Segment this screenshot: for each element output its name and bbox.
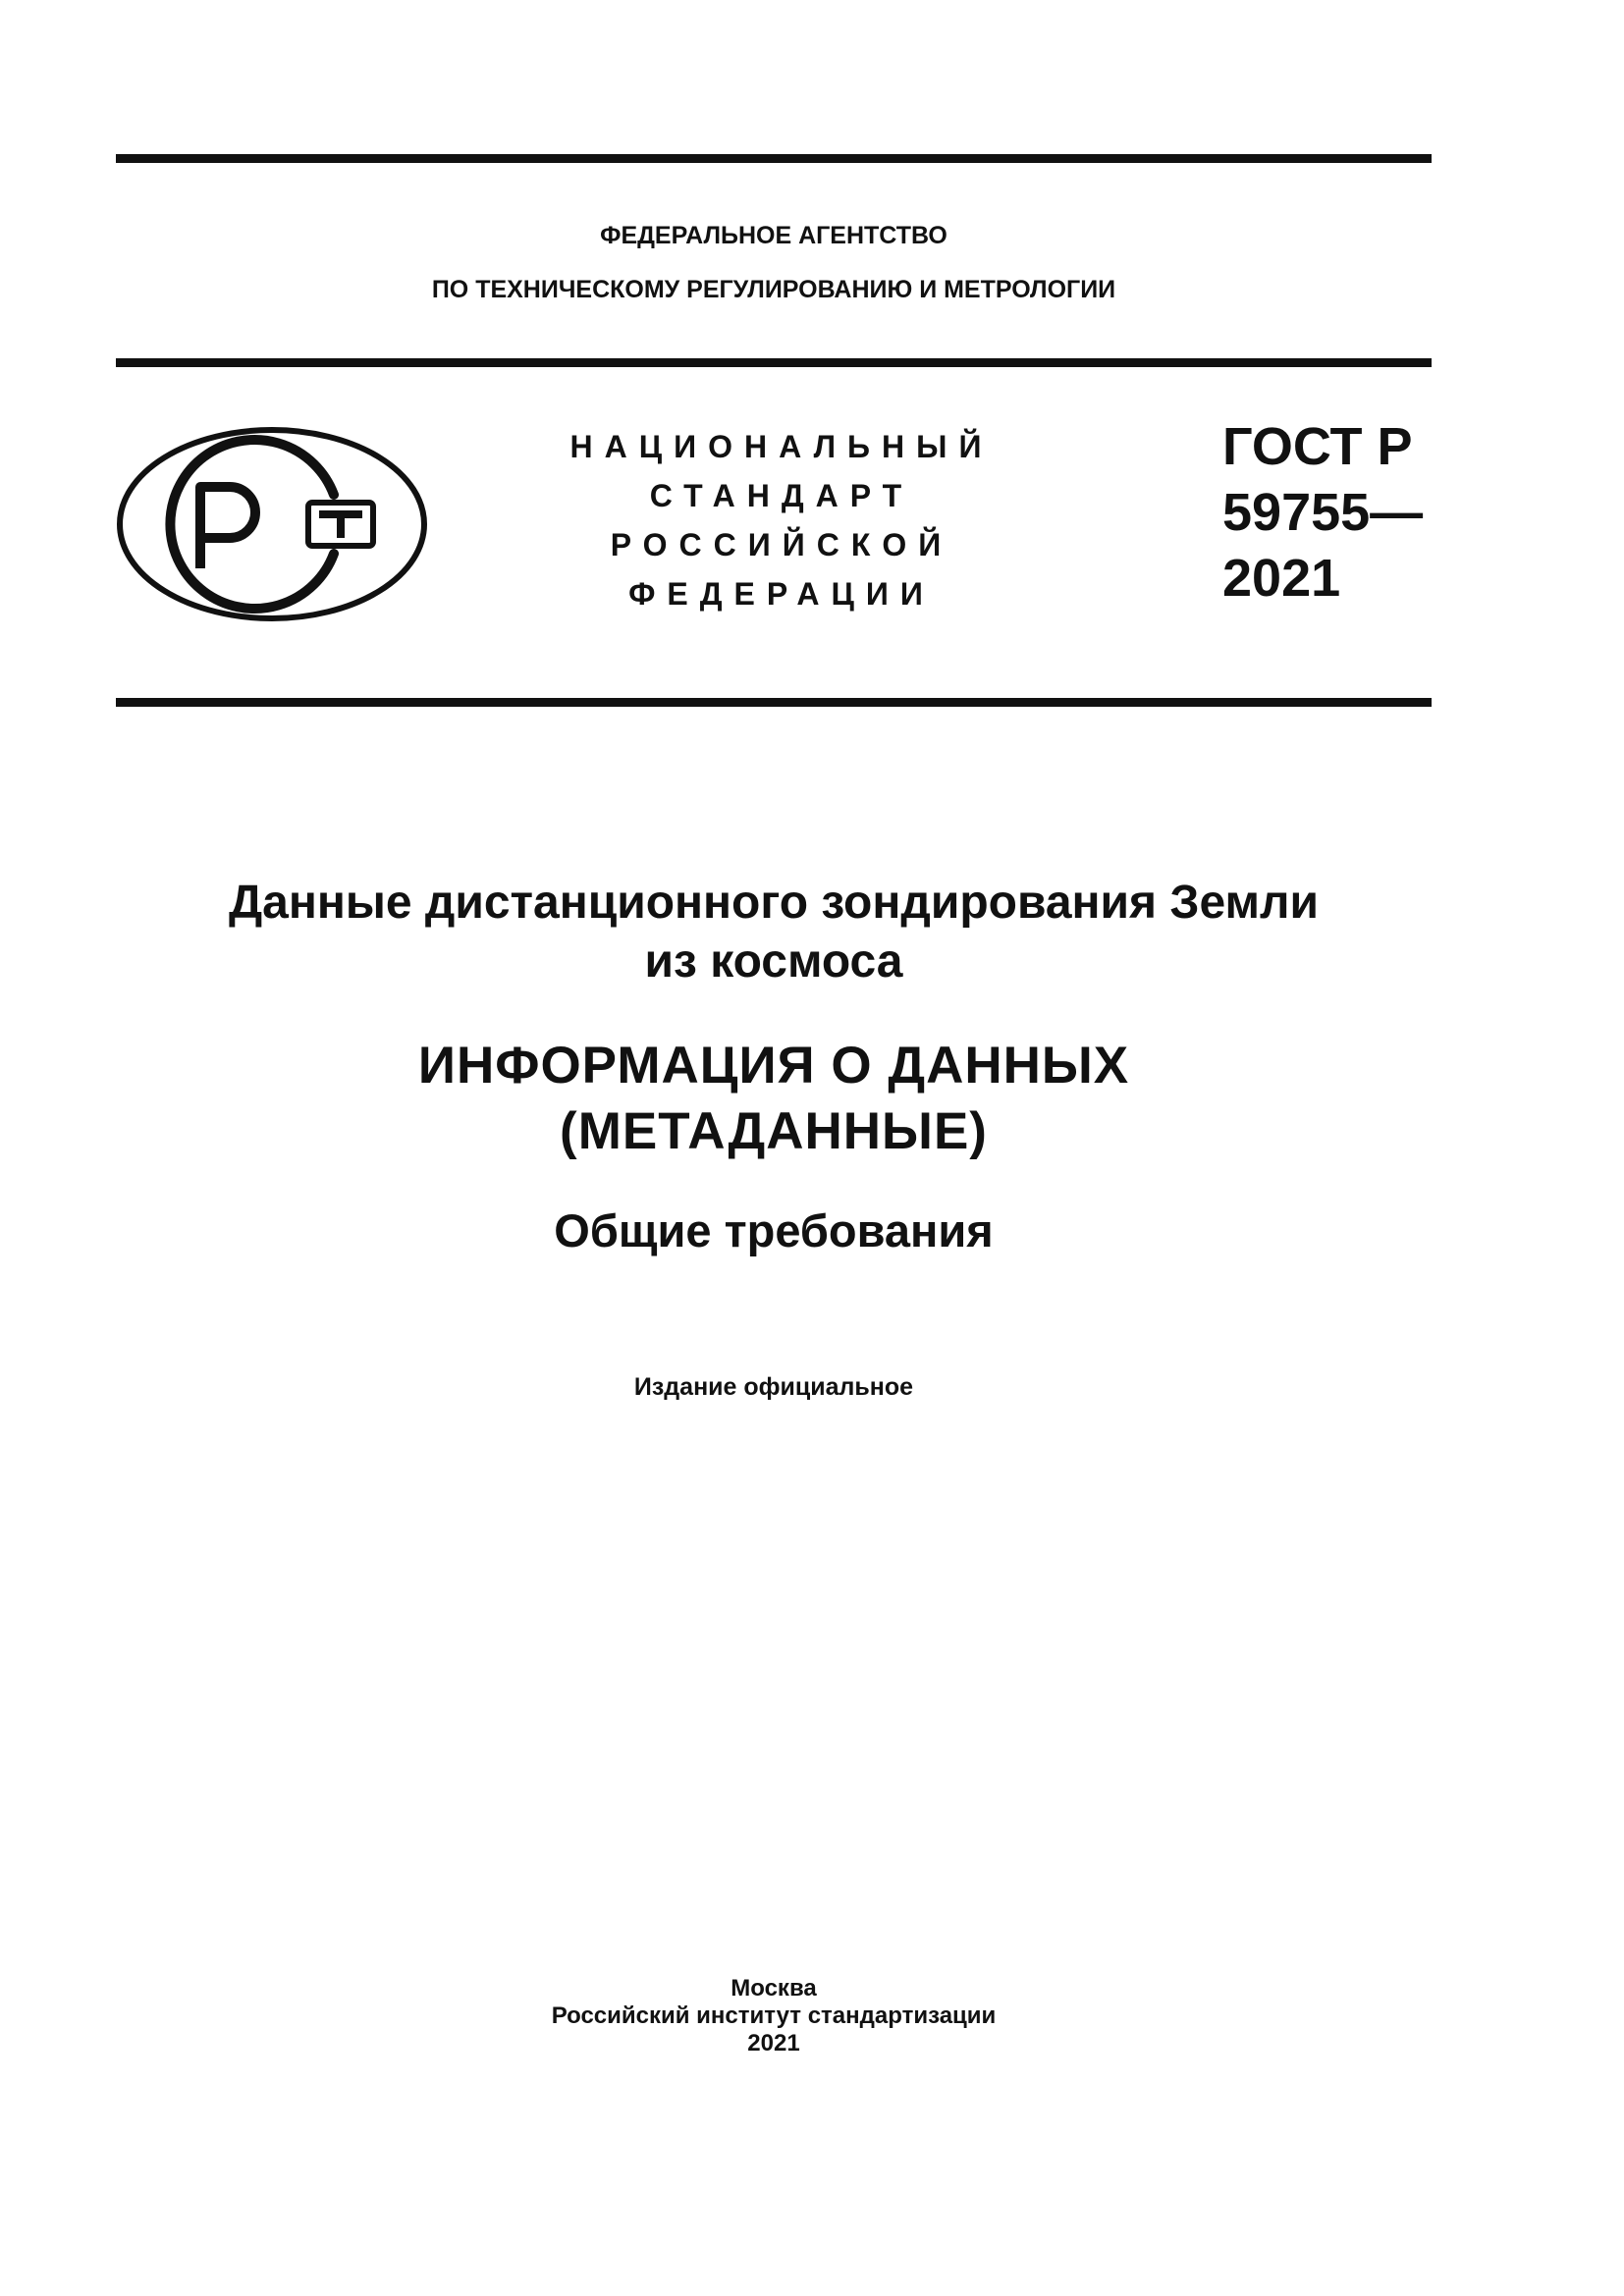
standard-designation <box>1222 414 1423 612</box>
standard-type-line: ФЕДЕРАЦИИ <box>628 576 935 612</box>
document-main-title <box>116 1033 1432 1164</box>
title-line: Данные дистанционного зондирования Земли <box>228 877 1320 929</box>
rst-mark-icon <box>116 426 428 622</box>
standard-type <box>550 422 1001 618</box>
document-title <box>116 874 1432 991</box>
main-title-line: (МЕТАДАННЫЕ) <box>560 1102 988 1160</box>
imprint-year: 2021 <box>747 2030 800 2056</box>
top-rule <box>116 154 1432 163</box>
main-title-line: ИНФОРМАЦИЯ О ДАННЫХ <box>417 1037 1130 1095</box>
standard-type-line: НАЦИОНАЛЬНЫЙ <box>569 429 994 464</box>
imprint <box>116 1975 1432 2057</box>
imprint-city: Москва <box>731 1975 817 2002</box>
designation-line: ГОСТ Р <box>1222 417 1413 476</box>
agency-name-line-2: ПО ТЕХНИЧЕСКОМУ РЕГУЛИРОВАНИЮ И МЕТРОЛОГИИ <box>431 276 1116 303</box>
designation-line: 2021 <box>1222 549 1341 608</box>
agency-name-line-1: ФЕДЕРАЛЬНОЕ АГЕНТСТВО <box>600 222 947 249</box>
section-rule <box>116 698 1432 707</box>
document-subtitle: Общие требования <box>554 1204 994 1256</box>
header-rule <box>116 358 1432 367</box>
title-line: из космоса <box>644 935 903 988</box>
standard-type-line: СТАНДАРТ <box>649 478 914 513</box>
imprint-publisher: Российский институт стандартизации <box>551 2002 997 2029</box>
standard-type-line: РОССИЙСКОЙ <box>610 527 953 562</box>
designation-line: 59755— <box>1222 483 1424 542</box>
edition-label: Издание официальное <box>633 1373 914 1401</box>
